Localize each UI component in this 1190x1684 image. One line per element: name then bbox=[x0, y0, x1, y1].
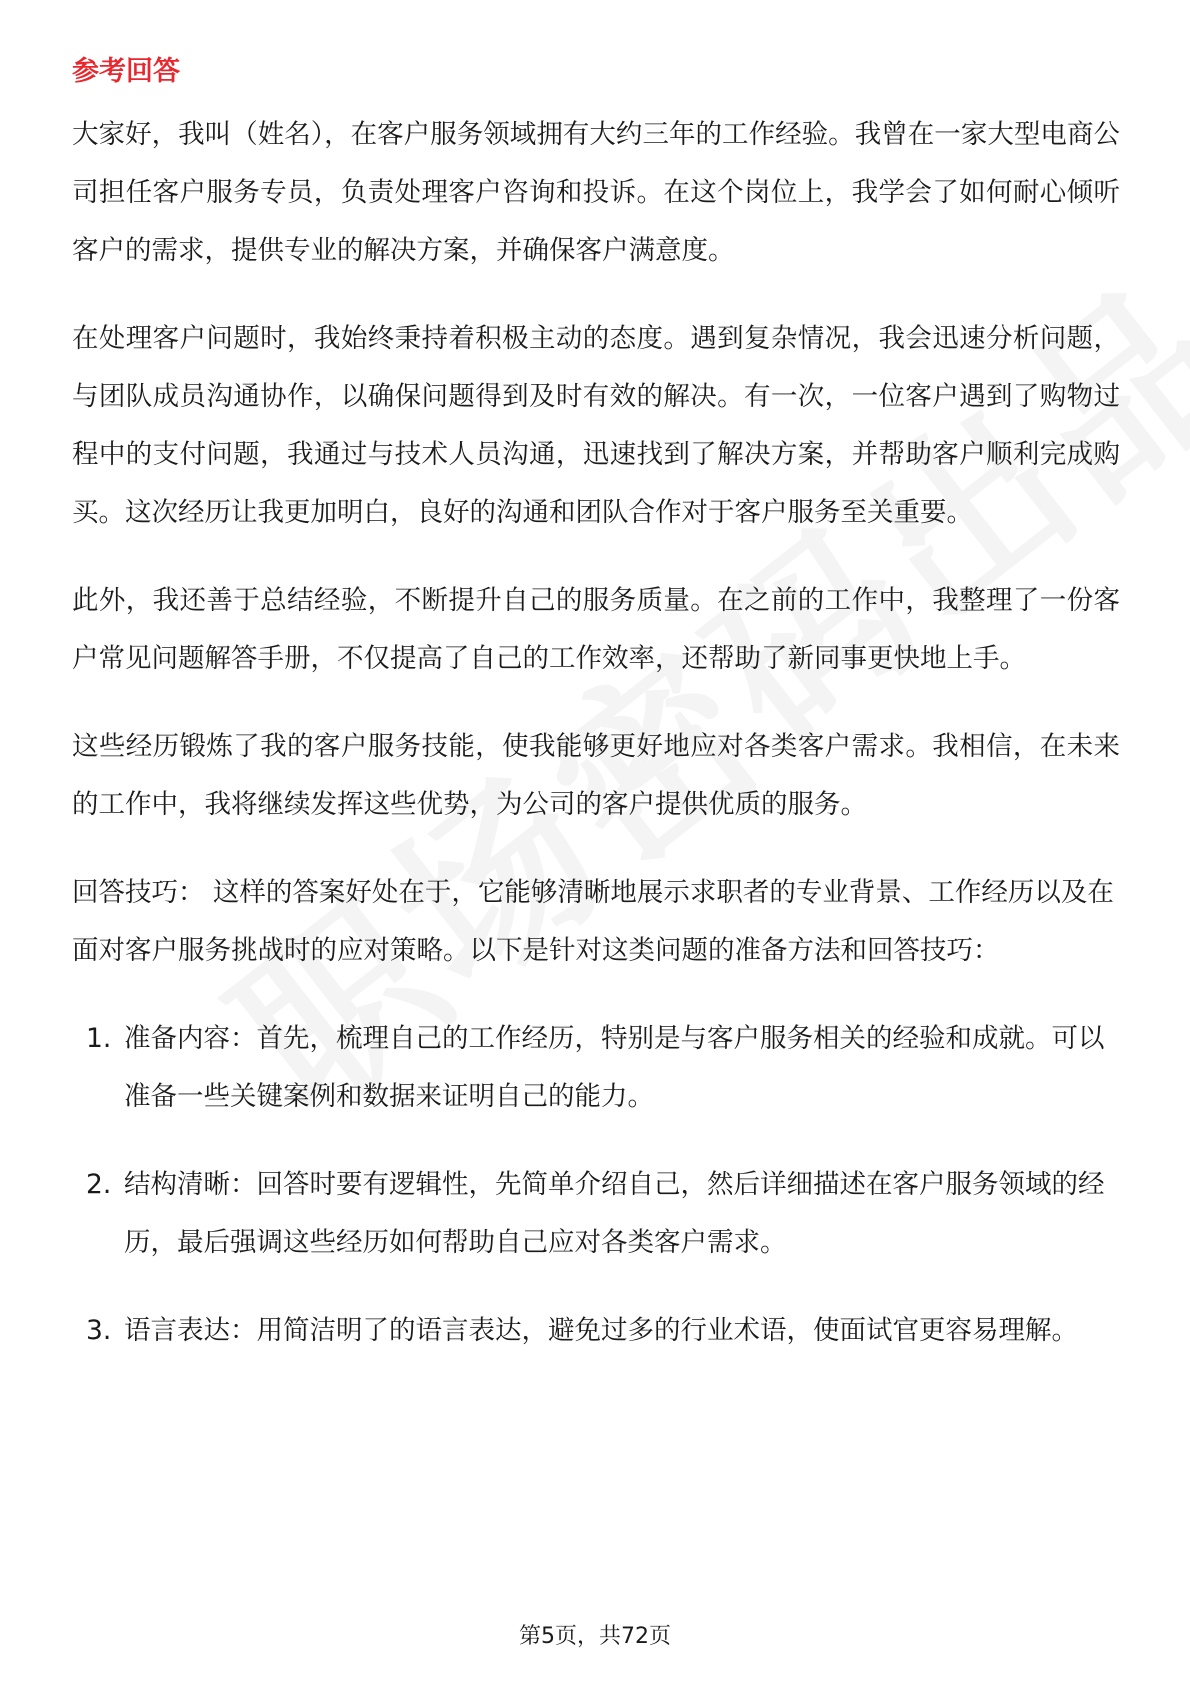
tips-intro: 回答技巧： 这样的答案好处在于，它能够清晰地展示求职者的专业背景、工作经历以及在面对客户服务挑战时的应对策略。以下是针对这类问题的准备方法和回答技巧： bbox=[72, 877, 1114, 966]
paragraph-1: 大家好，我叫（姓名），在客户服务领域拥有大约三年的工作经验。我曾在一家大型电商公司担任客户服务专员，负责处理客户咨询和投诉。在这个岗位上，我学会了如何耐心倾听客户的需求，提供专业的解决方案，并确保客户满意度。 bbox=[72, 119, 1120, 266]
list-item-number: 2. bbox=[86, 1169, 112, 1200]
list-item-text: 结构清晰：回答时要有逻辑性，先简单介绍自己，然后详细描述在客户服务领域的经历，最后强调这些经历如何帮助自己应对各类客户需求。 bbox=[124, 1169, 1105, 1258]
list-item-number: 3. bbox=[86, 1315, 112, 1346]
paragraph-2: 在处理客户问题时，我始终秉持着积极主动的态度。遇到复杂情况，我会迅速分析问题，与团队成员沟通协作，以确保问题得到及时有效的解决。有一次，一位客户遇到了购物过程中的支付问题，我通过与技术人员沟通，迅速找到了解决方案，并帮助客户顺利完成购买。这次经历让我更加明白，良好的沟通和团队合作对于客户服务至关重要。 bbox=[72, 323, 1120, 528]
page-number: 第5页，共72页 bbox=[519, 1624, 671, 1649]
section-heading: 参考回答 bbox=[72, 56, 180, 87]
list-item bbox=[72, 1156, 1120, 1272]
list-item-text: 准备内容：首先，梳理自己的工作经历，特别是与客户服务相关的经验和成就。可以准备一些关键案例和数据来证明自己的能力。 bbox=[124, 1023, 1105, 1112]
tips-list bbox=[72, 1010, 1120, 1360]
list-item-number: 1. bbox=[86, 1023, 112, 1054]
list-item-text: 语言表达：用简洁明了的语言表达，避免过多的行业术语，使面试官更容易理解。 bbox=[124, 1315, 1078, 1346]
document-content bbox=[72, 44, 1120, 1390]
paragraph-3: 此外，我还善于总结经验，不断提升自己的服务质量。在之前的工作中，我整理了一份客户常见问题解答手册，不仅提高了自己的工作效率，还帮助了新同事更快地上手。 bbox=[72, 585, 1120, 674]
paragraph-4: 这些经历锻炼了我的客户服务技能，使我能够更好地应对各类客户需求。我相信，在未来的工作中，我将继续发挥这些优势，为公司的客户提供优质的服务。 bbox=[72, 731, 1120, 820]
list-item bbox=[72, 1302, 1120, 1360]
list-item bbox=[72, 1010, 1120, 1126]
